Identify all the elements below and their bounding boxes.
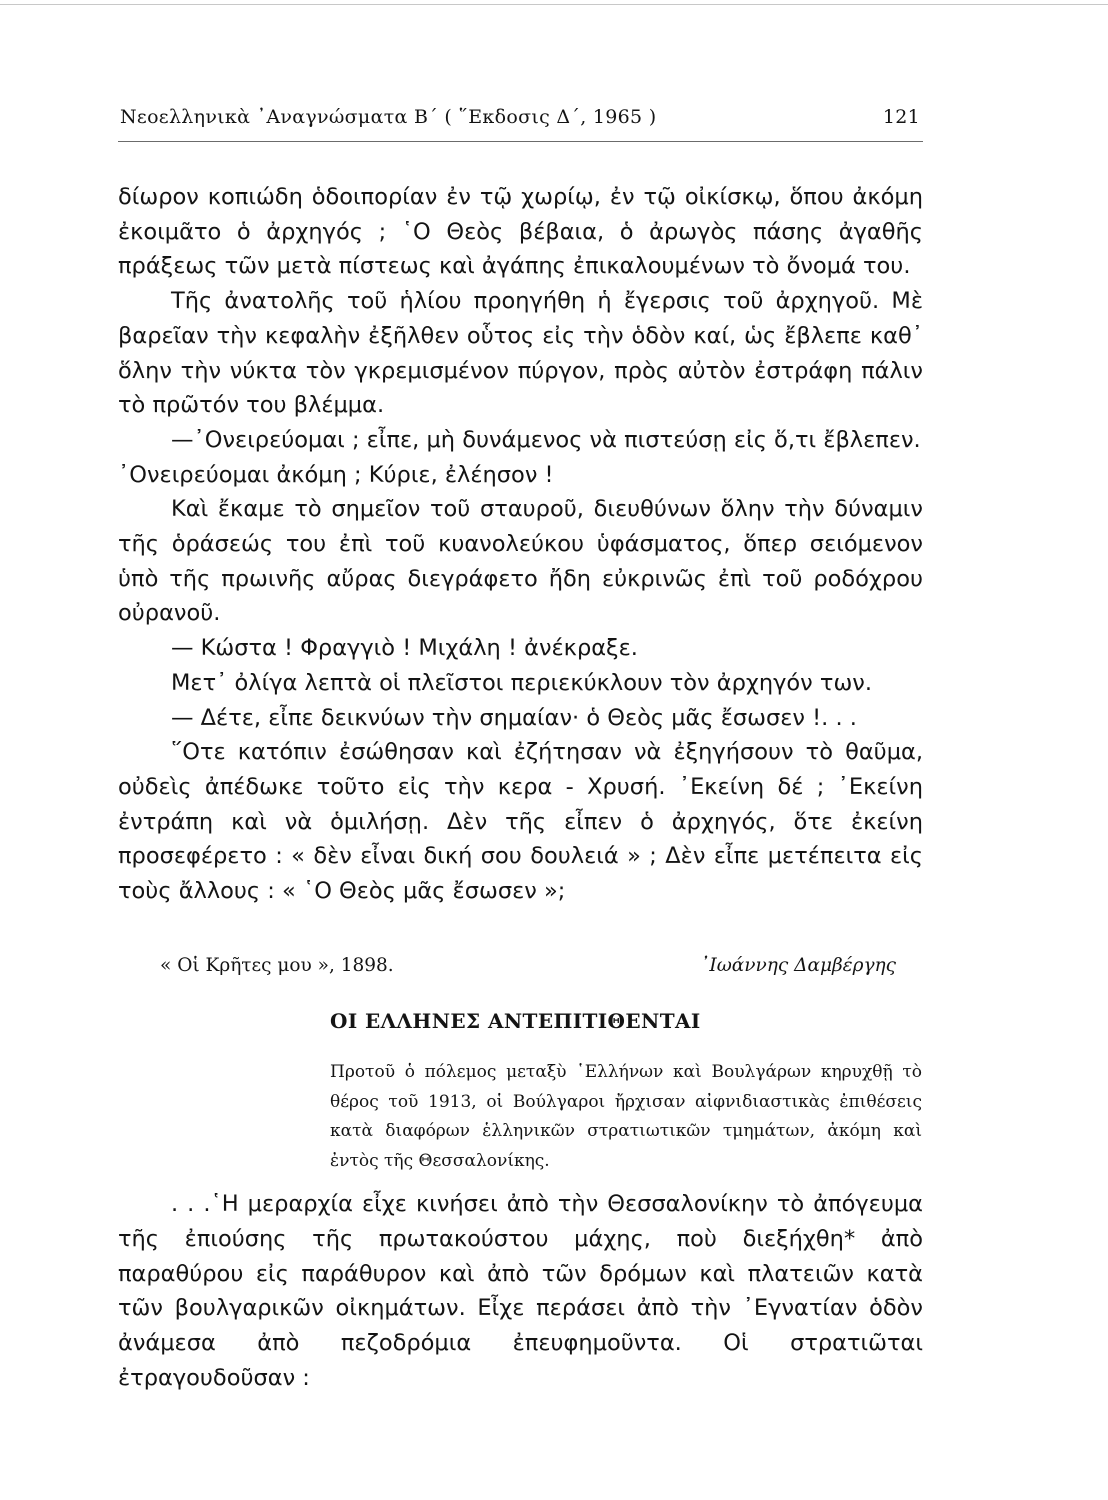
- paragraph: δίωρον κοπιώδη ὁδοιπορίαν ἐν τῷ χωρίῳ, ἐν τῷ οἰκίσκῳ, ὅπου ἀκόμη ἐκοιμᾶτο ὁ ἀρχηγός ; ῾Ο Θεὸς βέβαια, ὁ ἀρωγὸς πάσης ἀγαθῆς πράξεως τῶν μετὰ πίστεως καὶ ἀγάπης ἐπικαλουμένων τὸ ὄνομά του.: [118, 184, 923, 280]
- dialogue-line: ᾿Ονειρεύομαι ἀκόμη ; Κύριε, ἐλέησον !: [118, 461, 554, 488]
- running-header-title: Νεοελληνικὰ ᾿Αναγνώσματα Β΄ ( ῞Εκδοσις Δ΄, 1965 ): [120, 106, 657, 128]
- dialogue-line: — Κώστα ! Φραγγιὸ ! Μιχάλη ! ἀνέκραξε.: [171, 635, 638, 662]
- citation: [160, 955, 896, 985]
- section-body: [118, 1187, 923, 1396]
- paragraph: Τῆς ἀνατολῆς τοῦ ἡλίου προηγήθη ἡ ἔγερσις τοῦ ἀρχηγοῦ. Μὲ βαρεῖαν τὴν κεφαλὴν ἐξῆλθεν οὗτος εἰς τὴν ὁδὸν καί, ὡς ἔβλεπε καθ᾿ ὅλην τὴν νύκτα τὸν γκρεμισμένον πύργον, πρὸς αὐτὸν ἐστράφη πάλιν τὸ πρῶτόν του βλέμμα.: [118, 288, 923, 419]
- paragraph: . . .῾Η μεραρχία εἶχε κινήσει ἀπὸ τὴν Θεσσαλονίκην τὸ ἀπόγευμα τῆς ἐπιούσης τῆς πρωτακούστου μάχης, ποὺ διεξήχθη* ἀπὸ παραθύρου εἰς παράθυρον καὶ ἀπὸ τῶν δρόμων καὶ πλατειῶν κατὰ τῶν βουλγαρικῶν οἰκημάτων. Εἶχε περάσει ἀπὸ τὴν ᾿Εγνατίαν ὁδὸν ἀνάμεσα ἀπὸ πεζοδρόμια ἐπευφημοῦντα. Οἱ στρατιῶται ἐτραγουδοῦσαν :: [118, 1191, 923, 1391]
- running-header: [120, 106, 920, 136]
- intro-paragraph: Προτοῦ ὁ πόλεμος μεταξὺ ῾Ελλήνων καὶ Βουλγάρων κηρυχθῇ τὸ θέρος τοῦ 1913, οἱ Βούλγαροι ἤρχισαν αἰφνιδιαστικὰς ἐπιθέσεις κατὰ διαφόρων ἑλληνικῶν στρατιωτικῶν τμημάτων, ἀκόμη καὶ ἐντὸς τῆς Θεσσαλονίκης.: [330, 1062, 922, 1171]
- header-rule: [118, 141, 923, 142]
- story-text: [118, 180, 923, 909]
- paragraph: Μετ᾿ ὀλίγα λεπτὰ οἱ πλεῖστοι περιεκύκλουν τὸν ἀρχηγόν των.: [171, 669, 873, 696]
- dialogue-line: —᾿Ονειρεύομαι ; εἶπε, μὴ δυνάμενος νὰ πιστεύσῃ εἰς ὅ,τι ἔβλεπεν.: [171, 426, 921, 453]
- section-title: ΟΙ ΕΛΛΗΝΕΣ ΑΝΤΕΠΙΤΙΘΕΝΤΑΙ: [330, 1009, 701, 1033]
- top-edge-rule: [0, 4, 1108, 5]
- paragraph: Καὶ ἔκαμε τὸ σημεῖον τοῦ σταυροῦ, διευθύνων ὅλην τὴν δύναμιν τῆς ὁράσεώς του ἐπὶ τοῦ κυανολεύκου ὑφάσματος, ὅπερ σειόμενον ὑπὸ τῆς πρωινῆς αὔρας διεγράφετο ἤδη εὐκρινῶς ἐπὶ τοῦ ροδόχρου οὐρανοῦ.: [118, 496, 923, 627]
- dialogue-line: — Δέτε, εἶπε δεικνύων τὴν σημαίαν· ὁ Θεὸς μᾶς ἔσωσεν !. . .: [171, 704, 857, 731]
- citation-source: « Οἱ Κρῆτες μου », 1898.: [160, 955, 394, 976]
- paragraph: ῞Οτε κατόπιν ἐσώθησαν καὶ ἐζήτησαν νὰ ἐξηγήσουν τὸ θαῦμα, οὐδεὶς ἀπέδωκε τοῦτο εἰς τὴν κερα - Χρυσή. ᾿Εκείνη δέ ; ᾿Εκείνη ἐντράπη καὶ νὰ ὁμιλήσῃ. Δὲν τῆς εἶπεν ὁ ἀρχηγός, ὅτε ἐκείνη προσεφέρετο : « δὲν εἶναι δική σου δουλειά » ; Δὲν εἶπε μετέπειτα εἰς τοὺς ἄλλους : « ῾Ο Θεὸς μᾶς ἔσωσεν »;: [118, 739, 923, 905]
- citation-author: ᾿Ιωάννης Δαμβέργης: [700, 955, 896, 976]
- page-number: 121: [882, 106, 920, 128]
- section-intro: [330, 1058, 922, 1176]
